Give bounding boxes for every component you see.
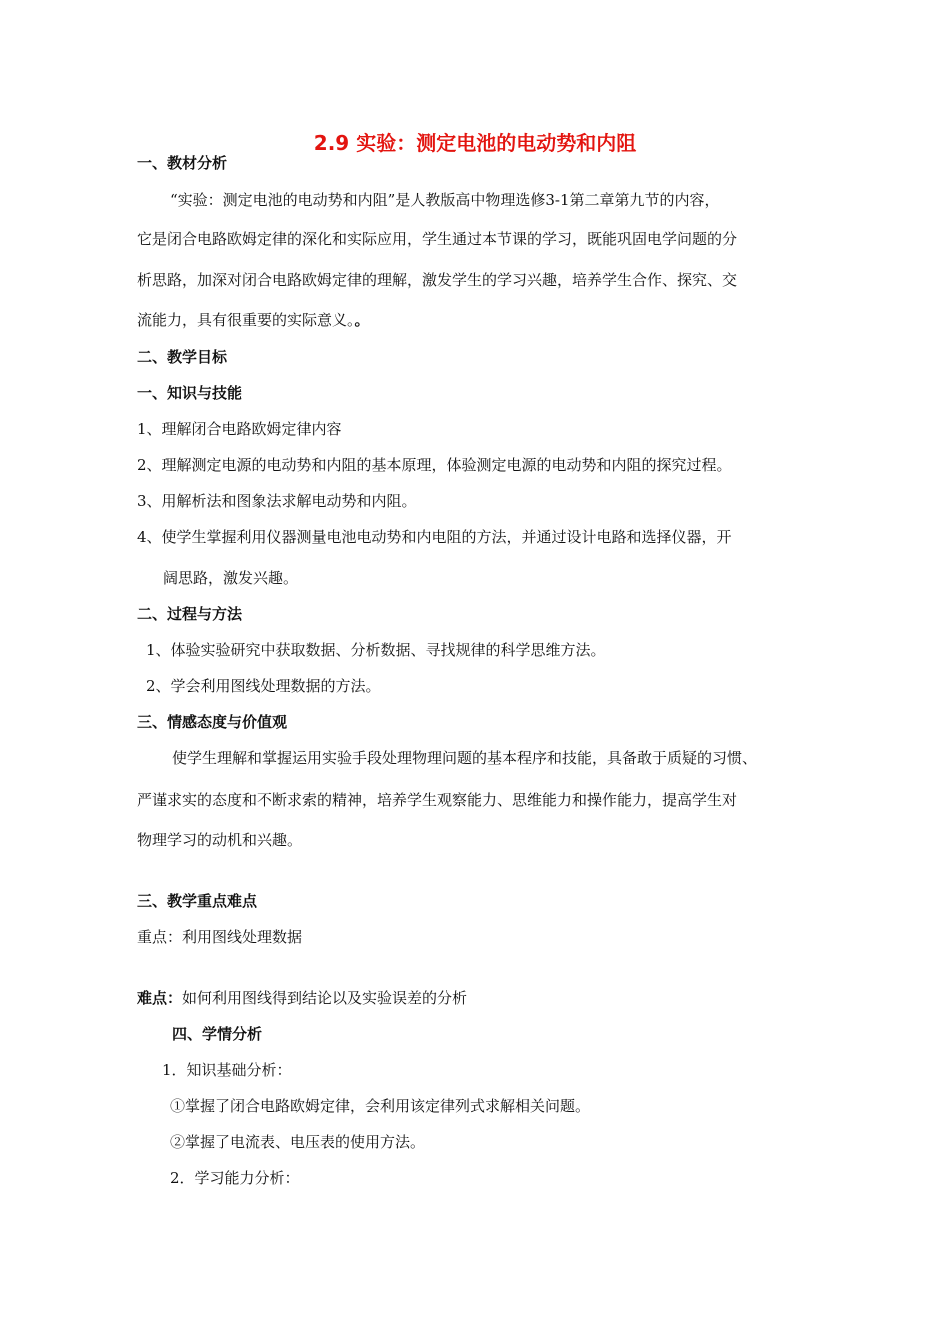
- list-item-continuation: 阔思路，激发兴趣。: [163, 569, 299, 587]
- key-point-line: 重点：利用图线处理数据: [137, 928, 303, 946]
- section-heading-student-analysis: 四、学情分析: [172, 1025, 263, 1043]
- section-heading-teaching-goals: 二、教学目标: [137, 348, 228, 366]
- list-subitem: ①掌握了闭合电路欧姆定律，会利用该定律列式求解相关问题。: [170, 1097, 591, 1115]
- paragraph-line: 严谨求实的态度和不断求索的精神，培养学生观察能力、思维能力和操作能力，提高学生对: [137, 791, 738, 809]
- list-item: 1、体验实验研究中获取数据、分析数据、寻找规律的科学思维方法。: [146, 641, 606, 659]
- list-item: 2、理解测定电源的电动势和内阻的基本原理，体验测定电源的电动势和内阻的探究过程。: [137, 456, 732, 474]
- list-item: 4、使学生掌握利用仪器测量电池电动势和内电阻的方法，并通过设计电路和选择仪器，开: [137, 528, 732, 546]
- list-item: 2．学习能力分析：: [170, 1169, 300, 1187]
- section-heading-textbook-analysis: 一、教材分析: [137, 154, 228, 172]
- list-subitem: ②掌握了电流表、电压表的使用方法。: [170, 1133, 426, 1151]
- period-mark: 。: [354, 311, 370, 329]
- page-title: 2.9 实验：测定电池的电动势和内阻: [313, 131, 637, 155]
- paragraph-line: 它是闭合电路欧姆定律的深化和实际应用，学生通过本节课的学习，既能巩固电学问题的分: [137, 230, 738, 248]
- paragraph-line: 使学生理解和掌握运用实验手段处理物理问题的基本程序和技能，具备敢于质疑的习惯、: [172, 749, 758, 767]
- paragraph-line: 物理学习的动机和兴趣。: [137, 831, 303, 849]
- paragraph-line: 析思路，加深对闭合电路欧姆定律的理解，激发学生的学习兴趣，培养学生合作、探究、交: [137, 271, 738, 289]
- subsection-heading-attitude: 三、情感态度与价值观: [137, 713, 288, 731]
- list-item: 3、用解析法和图象法求解电动势和内阻。: [137, 492, 417, 510]
- subsection-heading-knowledge: 一、知识与技能: [137, 384, 243, 402]
- paragraph-text: 流能力，具有很重要的实际意义。: [137, 311, 355, 329]
- difficulty-text: 如何利用图线得到结论以及实验误差的分析: [182, 989, 468, 1007]
- section-heading-key-points: 三、教学重点难点: [137, 892, 258, 910]
- paragraph-line: “实验：测定电池的电动势和内阻”是人教版高中物理选修3-1第二章第九节的内容，: [170, 191, 720, 209]
- difficulty-line: [137, 988, 467, 1008]
- difficulty-label: 难点：: [137, 989, 183, 1007]
- list-item: 1．知识基础分析：: [162, 1061, 292, 1079]
- list-item: 2、学会利用图线处理数据的方法。: [146, 677, 381, 695]
- paragraph-line-last: [137, 310, 370, 330]
- list-item: 1、理解闭合电路欧姆定律内容: [137, 420, 342, 438]
- subsection-heading-process: 二、过程与方法: [137, 605, 243, 623]
